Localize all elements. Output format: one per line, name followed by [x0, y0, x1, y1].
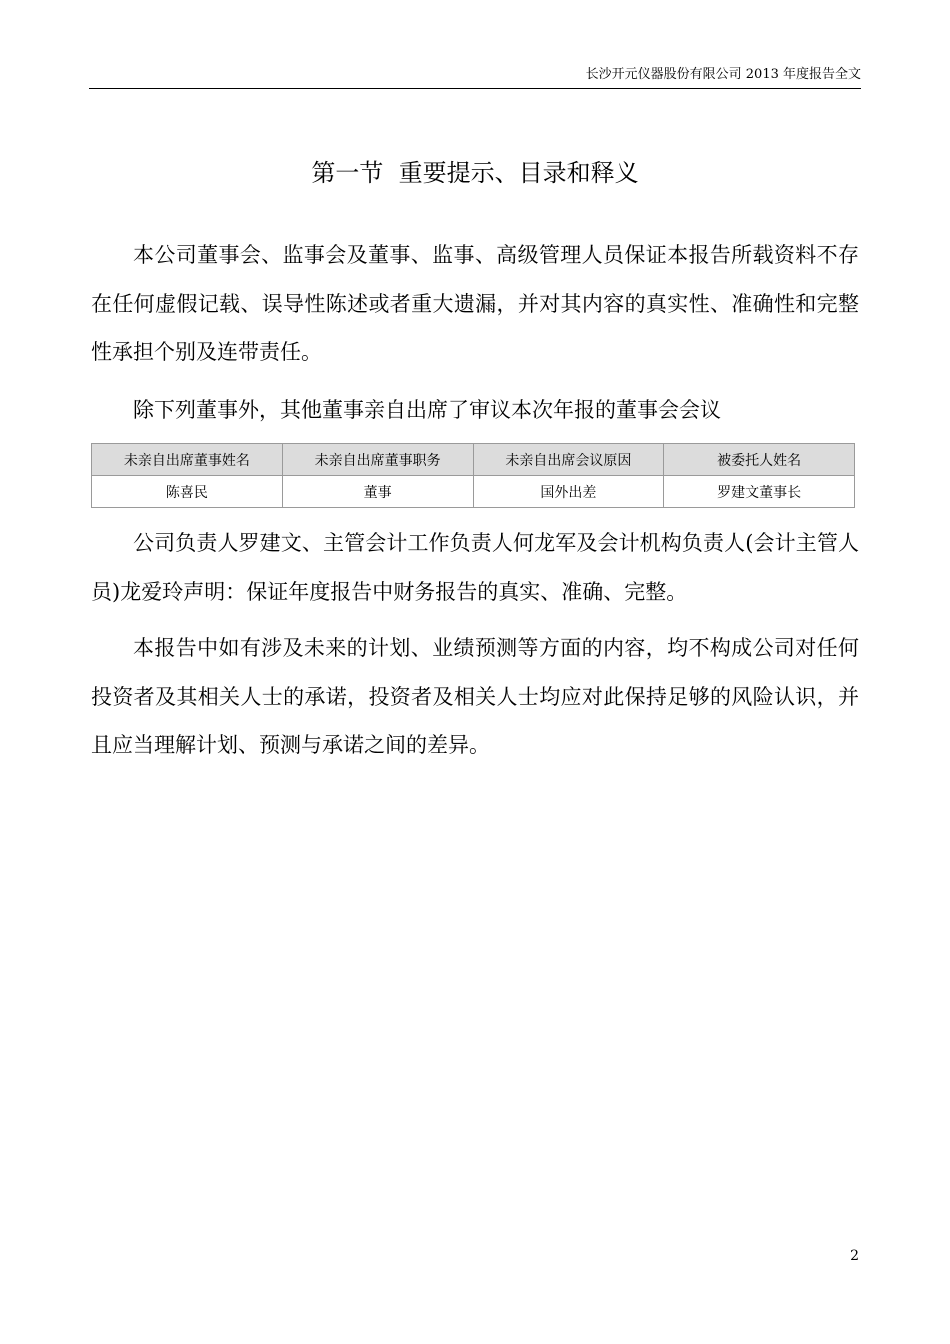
cell-director-position: 董事	[282, 476, 473, 508]
table-header-row	[92, 444, 855, 476]
header-absent-director-position: 未亲自出席董事职务	[282, 444, 473, 476]
forward-looking-paragraph: 本报告中如有涉及未来的计划、业绩预测等方面的内容，均不构成公司对任何投资者及其相关人士的承诺，投资者及相关人士均应对此保持足够的风险认识，并且应当理解计划、预测与承诺之间的差异。	[91, 636, 859, 757]
cell-director-name: 陈喜民	[92, 476, 283, 508]
running-header: 长沙开元仪器股份有限公司 2013 年度报告全文	[585, 67, 861, 82]
attendance-intro-paragraph: 除下列董事外，其他董事亲自出席了审议本次年报的董事会会议	[133, 398, 721, 422]
header-absent-director-name: 未亲自出席董事姓名	[92, 444, 283, 476]
financial-statement-paragraph: 公司负责人罗建文、主管会计工作负责人何龙军及会计机构负责人(会计主管人员)龙爱玲声明：保证年度报告中财务报告的真实、准确、完整。	[91, 531, 859, 604]
header-rule	[89, 88, 861, 89]
cell-proxy-name: 罗建文董事长	[664, 476, 855, 508]
table-row	[92, 476, 855, 508]
section-title: 第一节 重要提示、目录和释义	[311, 159, 639, 187]
header-absence-reason: 未亲自出席会议原因	[473, 444, 664, 476]
header-proxy-name: 被委托人姓名	[664, 444, 855, 476]
board-guarantee-paragraph: 本公司董事会、监事会及董事、监事、高级管理人员保证本报告所载资料不存在任何虚假记载、误导性陈述或者重大遗漏，并对其内容的真实性、准确性和完整性承担个别及连带责任。	[91, 243, 859, 364]
page-number: 2	[850, 1248, 859, 1264]
absent-directors-table	[91, 443, 855, 508]
cell-absence-reason: 国外出差	[473, 476, 664, 508]
